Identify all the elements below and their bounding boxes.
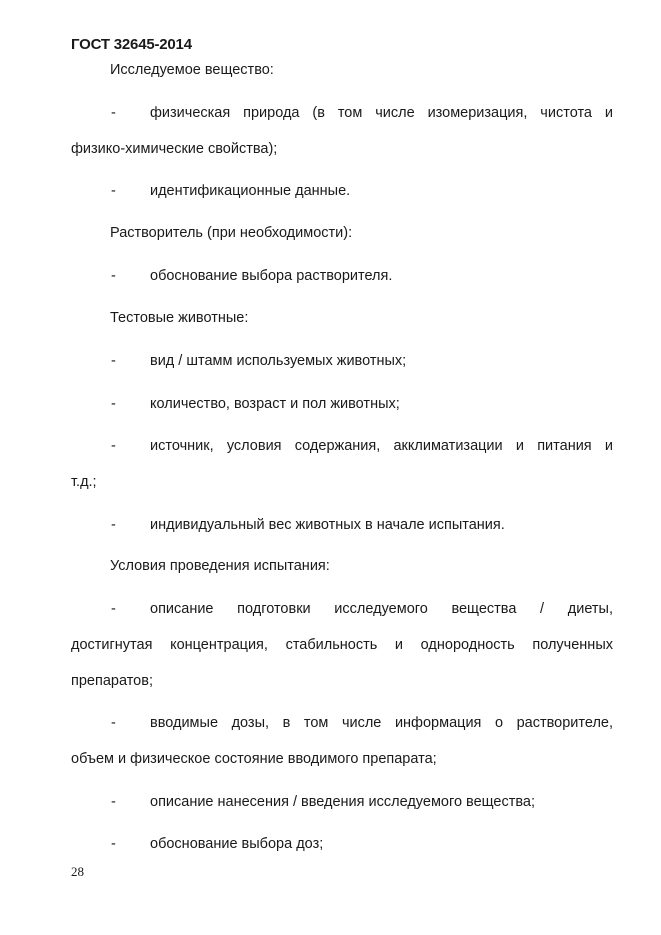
list-item-text: обоснование выбора растворителя. [150,268,393,284]
list-item [71,792,613,812]
list-item-text: вид / штамм используемых животных; [150,353,407,369]
section-heading-test-substance: Исследуемое вещество: [110,62,274,78]
list-item-text-continuation: т.д.; [71,474,97,490]
list-bullet: - [111,836,116,852]
list-item-text: идентификационные данные. [150,183,351,199]
list-item-text: описание нанесения / введения исследуемого вещества; [150,794,536,810]
list-item-text: физическая природа (в том числе изомеризация, чистота и [150,105,613,121]
list-item [71,599,613,691]
list-item [71,351,613,371]
page-number: 28 [71,864,84,879]
list-bullet: - [111,601,116,617]
list-item-text: индивидуальный вес животных в начале испытания. [150,517,505,533]
list-item [71,394,613,414]
document-code-header: ГОСТ 32645-2014 [71,36,192,53]
list-bullet: - [111,794,116,810]
list-item-text: количество, возраст и пол животных; [150,396,400,412]
list-item-text: описание подготовки исследуемого вещества / диеты, [150,601,613,617]
section-heading-solvent: Растворитель (при необходимости): [110,225,353,241]
list-item [71,266,613,286]
list-bullet: - [111,105,116,121]
section-heading-test-conditions: Условия проведения испытания: [110,558,330,574]
section-heading-test-animals: Тестовые животные: [110,310,249,326]
list-item-text-continuation: препаратов; [71,673,153,689]
list-item [71,515,613,535]
list-item-text: вводимые дозы, в том числе информация о растворителе, [150,715,613,731]
list-bullet: - [111,183,116,199]
list-item [71,834,613,854]
list-item [71,436,613,492]
list-item [71,103,613,159]
list-item-text-continuation: объем и физическое состояние вводимого препарата; [71,751,437,767]
list-bullet: - [111,715,116,731]
list-item-text-continuation: достигнутая концентрация, стабильность и однородность полученных [71,637,613,653]
list-item-text: источник, условия содержания, акклиматизации и питания и [150,438,613,454]
list-item [71,181,613,201]
list-item [71,713,613,769]
list-bullet: - [111,268,116,284]
list-bullet: - [111,396,116,412]
list-bullet: - [111,517,116,533]
list-bullet: - [111,438,116,454]
list-bullet: - [111,353,116,369]
list-item-text-continuation: физико-химические свойства); [71,141,278,157]
list-item-text: обоснование выбора доз; [150,836,324,852]
